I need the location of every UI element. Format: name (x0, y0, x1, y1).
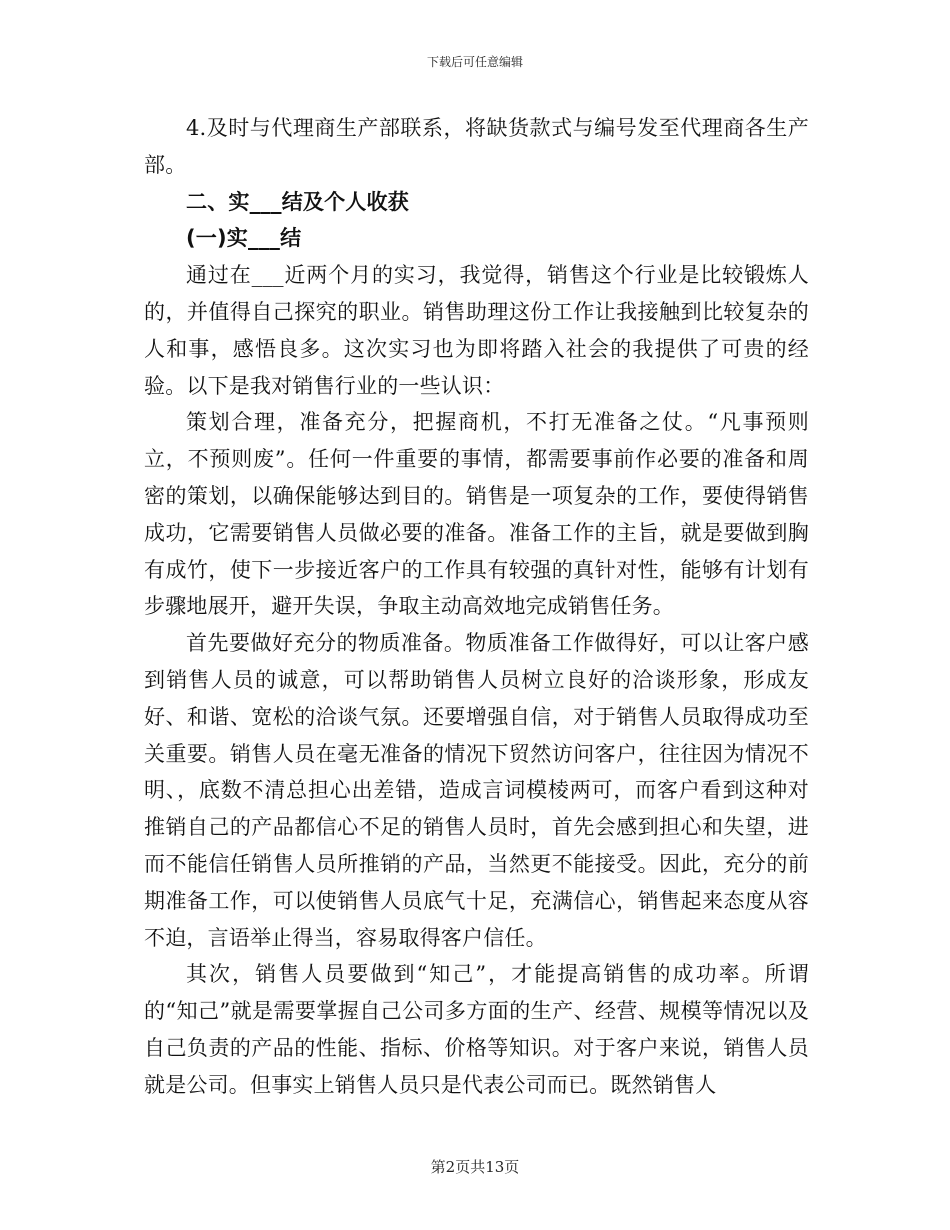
list-item-4: 4.及时与代理商生产部联系，将缺货款式与编号发至代理商各生产部。 (144, 116, 809, 177)
paragraph-know-yourself: 其次，销售人员要做到“知己”，才能提高销售的成功率。所谓的“知己”就是需要掌握自己公司多方面的生产、经营、规模等情况以及自己负责的产品的性能、指标、价格等知识。对于客户来说，销售人员就是公司。但事实上销售人员只是代表公司而已。既然销售人 (144, 962, 809, 1097)
subsection-heading: (一)实___结 (186, 226, 302, 251)
document-body (144, 110, 809, 1104)
page-header-note: 下载后可任意编辑 (426, 55, 523, 69)
page-number: 第2页共13页 (430, 1158, 520, 1176)
section-heading: 二、实___结及个人收获 (186, 189, 409, 214)
paragraph-material-preparation: 首先要做好充分的物质准备。物质准备工作做得好，可以让客户感到销售人员的诚意，可以帮助销售人员树立良好的洽谈形象，形成友好、和谐、宽松的洽谈气氛。还要增强自信，对于销售人员取得成功至关重要。销售人员在毫无准备的情况下贸然访问客户，往往因为情况不明、，底数不清总担心出差错，造成言词模棱两可，而客户看到这种对推销自己的产品都信心不足的销售人员时，首先会感到担心和失望，进而不能信任销售人员所推销的产品，当然更不能接受。因此，充分的前期准备工作，可以使销售人员底气十足，充满信心，销售起来态度从容不迫，言语举止得当，容易取得客户信任。 (144, 631, 809, 950)
paragraph-intro: 通过在___近两个月的实习，我觉得，销售这个行业是比较锻炼人的，并值得自己探究的职业。销售助理这份工作让我接触到比较复杂的人和事，感悟良多。这次实习也为即将踏入社会的我提供了可贵的经验。以下是我对销售行业的一些认识： (144, 263, 809, 398)
paragraph-planning: 策划合理，准备充分，把握商机，不打无准备之仗。“凡事预则立，不预则废”。任何一件重要的事情，都需要事前作必要的准备和周密的策划，以确保能够达到目的。销售是一项复杂的工作，要使得销售成功，它需要销售人员做必要的准备。准备工作的主旨，就是要做到胸有成竹，使下一步接近客户的工作具有较强的真针对性，能够有计划有步骤地展开，避开失误，争取主动高效地完成销售任务。 (144, 410, 809, 619)
